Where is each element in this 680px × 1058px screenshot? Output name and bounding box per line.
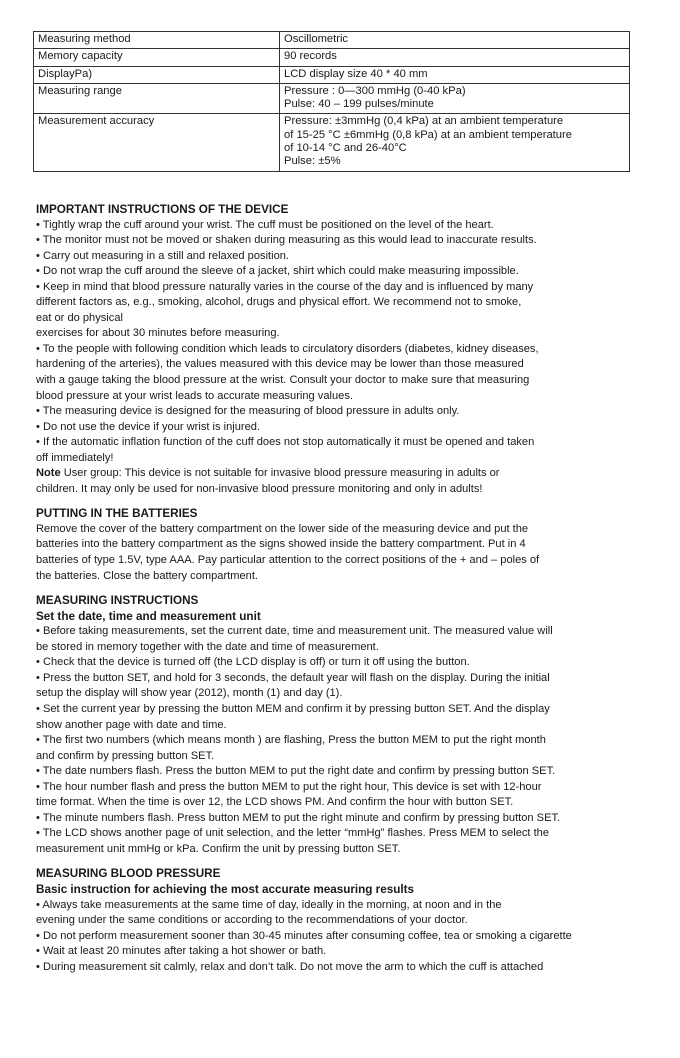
batteries-text — [36, 522, 648, 584]
spec-row — [34, 49, 630, 66]
important-line: • The monitor must not be moved or shaken during measuring as this would lead to inaccurate results. — [36, 234, 537, 247]
instructions-text — [36, 202, 648, 975]
spec-value-line: Pulse: 40 – 199 pulses/minute — [284, 98, 434, 111]
blood-pressure-line: • During measurement sit calmly, relax and don’t talk. Do not move the arm to which the cuff is attached — [36, 960, 544, 973]
important-line: • To the people with following condition which leads to circulatory disorders (diabetes, kidney diseases, — [36, 342, 539, 355]
important-line: eat or do physical — [36, 311, 123, 324]
important-line: blood pressure at your wrist leads to accurate measuring values. — [36, 389, 353, 402]
important-line: • The measuring device is designed for the measuring of blood pressure in adults only. — [36, 405, 460, 418]
important-line: • Tightly wrap the cuff around your wrist. The cuff must be positioned on the level of the heart. — [36, 218, 494, 231]
important-list — [36, 218, 648, 467]
measuring-line: show another page with date and time. — [36, 718, 227, 731]
blood-pressure-line: evening under the same conditions or according to the recommendations of your doctor. — [36, 914, 468, 927]
spec-value — [280, 83, 630, 114]
spec-row — [34, 83, 630, 114]
batteries-line: batteries of type 1.5V, type AAA. Pay particular attention to the correct positions of the + and – poles of — [36, 554, 540, 567]
spec-value — [280, 32, 630, 49]
spec-key: Measuring range — [34, 83, 280, 114]
measuring-line: • Before taking measurements, set the current date, time and measurement unit. The measured value will — [36, 625, 553, 638]
spec-value — [280, 114, 630, 171]
note-label: Note — [36, 467, 61, 480]
spec-key: Measuring method — [34, 32, 280, 49]
blood-pressure-line: • Do not perform measurement sooner than 30-45 minutes after consuming coffee, tea or smoking a cigarette — [36, 929, 572, 942]
spec-value-line: 90 records — [284, 50, 337, 63]
spec-value-line: Pulse: ±5% — [284, 155, 341, 168]
measuring-line: • Check that the device is turned off (the LCD display is off) or turn it off using the button. — [36, 656, 470, 669]
spec-value-line: of 10-14 °C and 26-40°C — [284, 142, 407, 155]
measuring-line: time format. When the time is over 12, the LCD shows PM. And confirm the hour with button SET. — [36, 796, 514, 809]
measuring-list — [36, 624, 648, 857]
important-line: • Keep in mind that blood pressure naturally varies in the course of the day and is influenced by many — [36, 280, 534, 293]
spec-value-line: Pressure : 0—300 mmHg (0-40 kPa) — [284, 84, 466, 97]
measuring-line: • The date numbers flash. Press the button MEM to put the right date and confirm by pressing button SET. — [36, 765, 556, 778]
important-heading: IMPORTANT INSTRUCTIONS OF THE DEVICE — [36, 203, 289, 216]
important-line: exercises for about 30 minutes before measuring. — [36, 327, 280, 340]
measuring-line: • The first two numbers (which means month ) are flashing, Press the button MEM to put the right month — [36, 734, 546, 747]
important-line: off immediately! — [36, 451, 114, 464]
blood-pressure-heading: MEASURING BLOOD PRESSURE — [36, 867, 221, 881]
batteries-line: Remove the cover of the battery compartment on the lower side of the measuring device and put the — [36, 522, 529, 535]
important-line: • If the automatic inflation function of the cuff does not stop automatically it must be opened and taken — [36, 436, 535, 449]
measuring-line: • Press the button SET, and hold for 3 seconds, the default year will flash on the display. During the initial — [36, 671, 550, 684]
measuring-line: • The minute numbers flash. Press button MEM to put the right minute and confirm by pressing button SET. — [36, 811, 561, 824]
important-line: different factors as, e.g., smoking, alcohol, drugs and physical effort. We recommend not to smoke, — [36, 296, 522, 309]
blood-pressure-subheading: Basic instruction for achieving the most accurate measuring results — [36, 882, 415, 896]
measuring-line: • Set the current year by pressing the button MEM and confirm it by pressing button SET. And the display — [36, 702, 550, 715]
spec-key: DisplayPa) — [34, 66, 280, 83]
batteries-heading: PUTTING IN THE BATTERIES — [36, 507, 198, 521]
spec-row — [34, 66, 630, 83]
measuring-line: be stored in memory together with the date and time of measurement. — [36, 640, 379, 653]
note-paragraph — [36, 466, 648, 482]
batteries-line: batteries into the battery compartment as the signs showed inside the battery compartment. Put in 4 — [36, 538, 526, 551]
important-line: hardening of the arteries), the values measured with this device may be lower than those measured — [36, 358, 524, 371]
spec-value-line: Pressure: ±3mmHg (0,4 kPa) at an ambient temperature — [284, 115, 564, 128]
spec-value-line: Oscillometric — [284, 33, 349, 45]
spec-row — [34, 114, 630, 171]
blood-pressure-line: • Wait at least 20 minutes after taking a hot shower or bath. — [36, 945, 327, 958]
measuring-line: • The hour number flash and press the button MEM to put the right hour, This device is set with 12-hour — [36, 780, 542, 793]
blood-pressure-line: • Always take measurements at the same time of day, ideally in the morning, at noon and in the — [36, 898, 502, 911]
note-text: User group: This device is not suitable for invasive blood pressure measuring in adults or — [60, 467, 500, 480]
measuring-line: setup the display will show year (2012), month (1) and day (1). — [36, 687, 343, 700]
important-line: • Do not use the device if your wrist is injured. — [36, 420, 261, 433]
specifications-table — [33, 31, 630, 172]
measuring-line: • The LCD shows another page of unit selection, and the letter “mmHg” flashes. Press MEM to select the — [36, 827, 549, 840]
important-line: • Do not wrap the cuff around the sleeve of a jacket, shirt which could make measuring impossible. — [36, 265, 519, 278]
batteries-line: the batteries. Close the battery compartment. — [36, 569, 258, 582]
important-line: • Carry out measuring in a still and relaxed position. — [36, 249, 290, 262]
spec-value-line: of 15-25 °C ±6mmHg (0,8 kPa) at an ambient temperature — [284, 128, 572, 141]
blood-pressure-list — [36, 898, 648, 976]
spec-row — [34, 32, 630, 49]
spec-value — [280, 66, 630, 83]
spec-key: Measurement accuracy — [34, 114, 280, 171]
spec-value-line: LCD display size 40 * 40 mm — [284, 67, 428, 80]
measuring-subheading: Set the date, time and measurement unit — [36, 609, 261, 623]
important-line: with a gauge taking the blood pressure at the wrist. Consult your doctor to make sure that measuring — [36, 374, 530, 387]
spec-value — [280, 49, 630, 66]
measuring-heading: MEASURING INSTRUCTIONS — [36, 594, 199, 608]
measuring-line: measurement unit mmHg or kPa. Confirm the unit by pressing button SET. — [36, 842, 401, 855]
spec-key: Memory capacity — [34, 49, 280, 66]
note-text-continued: children. It may only be used for non-invasive blood pressure monitoring and only in adults! — [36, 482, 483, 495]
measuring-line: and confirm by pressing button SET. — [36, 749, 215, 762]
